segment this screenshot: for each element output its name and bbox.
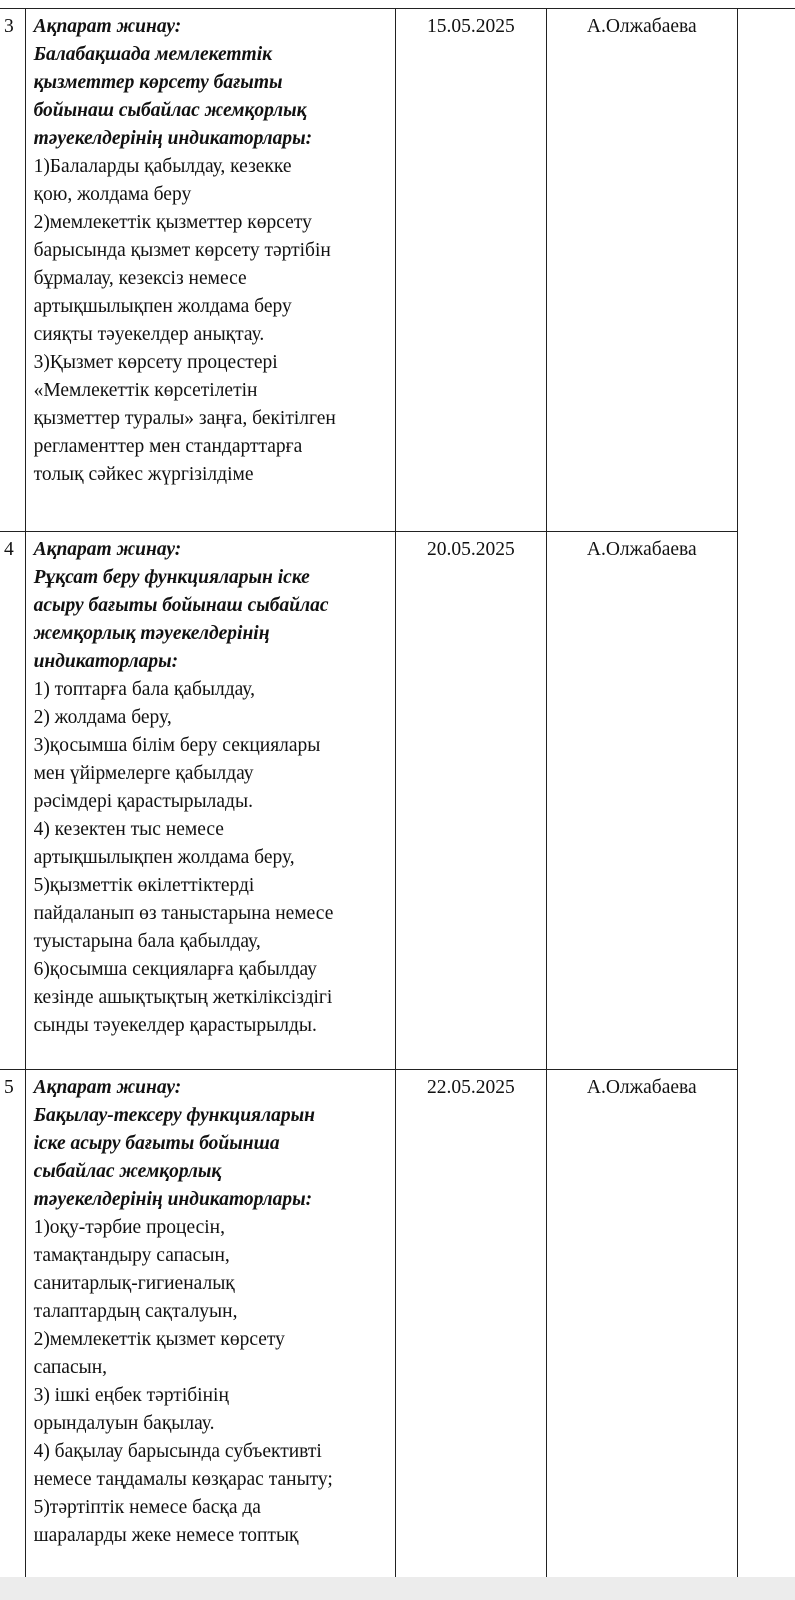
row-body-line: туыстарына бала қабылдау,: [33, 931, 261, 952]
row-number: 3: [0, 9, 25, 532]
row-description: [25, 9, 396, 532]
row-subheading-line: жемқорлық тәуекелдерінің: [33, 623, 270, 644]
row-description: [25, 1070, 396, 1585]
row-body-line: кезінде ашықтықтың жеткіліксіздігі: [33, 987, 333, 1008]
row-body-line: артықшылықпен жолдама беру: [33, 296, 292, 317]
row-date: 20.05.2025: [396, 532, 546, 1070]
row-date: 22.05.2025: [396, 1070, 546, 1585]
row-body-line: толық сәйкес жүргізілдіме: [33, 464, 254, 485]
row-body-line: 1) топтарға бала қабылдау,: [33, 679, 255, 700]
row-subheading-line: асыру бағыты бойынаш сыбайлас: [33, 595, 329, 616]
row-body-line: орындалуын бақылау.: [33, 1413, 215, 1434]
row-subheading-line: Бақылау-тексеру функцияларын: [33, 1105, 315, 1126]
row-responsible: А.Олжабаева: [546, 1070, 737, 1585]
row-heading: Ақпарат жинау:: [33, 16, 182, 37]
row-body-line: сапасын,: [33, 1357, 108, 1378]
row-body-line: пайдаланып өз таныстарына немесе: [33, 903, 334, 924]
table-row: [0, 9, 738, 532]
plan-table: [0, 8, 738, 1584]
row-heading: Ақпарат жинау:: [33, 539, 182, 560]
row-heading: Ақпарат жинау:: [33, 1077, 182, 1098]
row-subheading-line: іске асыру бағыты бойынша: [33, 1133, 280, 1154]
row-number: 5: [0, 1070, 25, 1585]
row-subheading-line: Балабақшада мемлекеттік: [33, 44, 272, 65]
row-date: 15.05.2025: [396, 9, 546, 532]
row-body-line: тамақтандыру сапасын,: [33, 1245, 230, 1266]
row-body-line: сияқты тәуекелдер анықтау.: [33, 324, 265, 345]
row-body-line: қызметтер туралы» заңға, бекітілген: [33, 408, 336, 429]
row-body-line: мен үйірмелерге қабылдау: [33, 763, 254, 784]
row-body-line: 5)тәртіптік немесе басқа да: [33, 1497, 261, 1518]
viewer-bottom-bar: [0, 1577, 795, 1600]
row-description: [25, 532, 396, 1070]
table-row: [0, 1070, 738, 1585]
row-subheading-line: бойынаш сыбайлас жемқорлық: [33, 100, 307, 121]
row-subheading-line: тәуекелдерінің индикаторлары:: [33, 128, 313, 149]
row-body-line: «Мемлекеттік көрсетілетін: [33, 380, 258, 401]
row-body-line: санитарлық-гигиеналық: [33, 1273, 235, 1294]
row-subheading-line: сыбайлас жемқорлық: [33, 1161, 222, 1182]
row-body-line: 4) бақылау барысында субъективті: [33, 1441, 322, 1462]
row-body-line: 2) жолдама беру,: [33, 707, 172, 728]
table-row: [0, 532, 738, 1070]
row-body-line: рәсімдері қарастырылады.: [33, 791, 253, 812]
row-responsible: А.Олжабаева: [546, 532, 737, 1070]
row-body-line: бұрмалау, кезексіз немесе: [33, 268, 247, 289]
row-body-line: 4) кезектен тыс немесе: [33, 819, 224, 840]
row-body-line: 6)қосымша секцияларға қабылдау: [33, 959, 317, 980]
row-body-line: шараларды жеке немесе топтық: [33, 1525, 299, 1546]
row-body-line: 5)қызметтік өкілеттіктерді: [33, 875, 255, 896]
row-body-line: барысында қызмет көрсету тәртібін: [33, 240, 331, 261]
row-body-line: 2)мемлекеттік қызметтер көрсету: [33, 212, 312, 233]
row-subheading-line: тәуекелдерінің индикаторлары:: [33, 1189, 313, 1210]
row-body-line: қою, жолдама беру: [33, 184, 192, 205]
row-number: 4: [0, 532, 25, 1070]
row-body-line: регламенттер мен стандарттарға: [33, 436, 303, 457]
row-body-line: 1)Балаларды қабылдау, кезекке: [33, 156, 292, 177]
row-subheading-line: Рұқсат беру функцияларын іске: [33, 567, 310, 588]
row-body-line: сынды тәуекелдер қарастырылды.: [33, 1015, 317, 1036]
row-body-line: немесе таңдамалы көзқарас таныту;: [33, 1469, 333, 1490]
row-responsible: А.Олжабаева: [546, 9, 737, 532]
row-subheading-line: қызметтер көрсету бағыты: [33, 72, 283, 93]
plan-table-body: [0, 9, 738, 1585]
row-body-line: 2)мемлекеттік қызмет көрсету: [33, 1329, 285, 1350]
row-body-line: талаптардың сақталуын,: [33, 1301, 238, 1322]
row-body-line: артықшылықпен жолдама беру,: [33, 847, 295, 868]
row-body-line: 1)оқу-тәрбие процесін,: [33, 1217, 225, 1238]
row-body-line: 3)Қызмет көрсету процестері: [33, 352, 278, 373]
row-subheading-line: индикаторлары:: [33, 651, 179, 672]
row-body-line: 3)қосымша білім беру секциялары: [33, 735, 321, 756]
row-body-line: 3) ішкі еңбек тәртібінің: [33, 1385, 229, 1406]
